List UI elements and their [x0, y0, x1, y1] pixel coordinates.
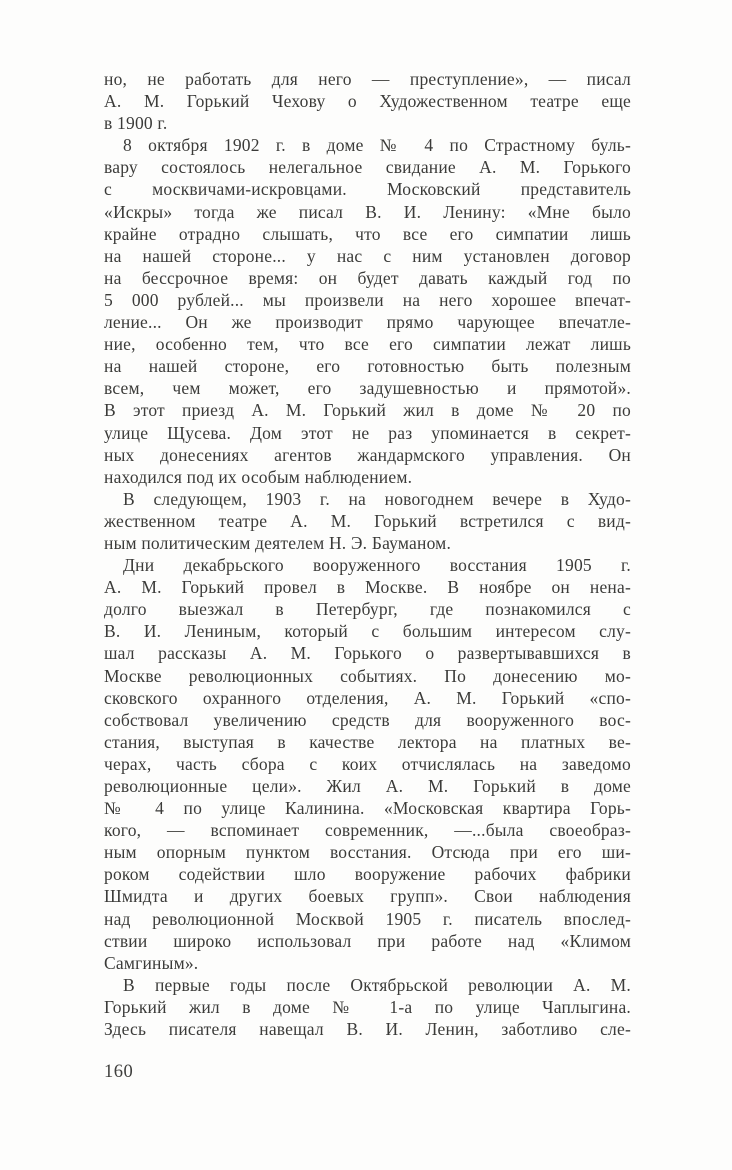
text-line: А. М. Горький провел в Москве. В ноябре он нена- [104, 577, 631, 598]
text-line: улице Щусева. Дом этот не раз упоминается в секрет- [104, 422, 631, 443]
text-line: ным политическим деятелем Н. Э. Бауманом. [104, 532, 452, 553]
text-line: Дни декабрьского вооруженного восстания 1905 г. [123, 555, 631, 576]
text-line: Москве революционных событиях. По донесению мо- [104, 665, 631, 686]
text-line: вару состоялось нелегальное свидание А. М. Горького [104, 157, 631, 178]
text-line: Горький жил в доме № 1-а по улице Чаплыгина. [104, 996, 631, 1017]
page-number: 160 [104, 1062, 134, 1082]
text-line: В. И. Лениным, который с большим интересом слу- [104, 621, 631, 642]
text-line: ление... Он же производит прямо чарующее впечатле- [104, 312, 631, 333]
text-line: ствии широко использовал при работе над «Климом [104, 930, 631, 951]
text-line: А. М. Горький Чехову о Художественном театре еще [104, 91, 631, 112]
text-line: на нашей стороне... у нас с ним установлен договор [104, 245, 631, 266]
text-line: всем, чем может, его задушевностью и прямотой». [104, 378, 631, 399]
text-line: долго выезжал в Петербург, где познакомился с [104, 599, 631, 620]
text-line: стания, выступая в качестве лектора на платных ве- [104, 731, 631, 752]
text-line: находился под их особым наблюдением. [104, 466, 413, 487]
text-line: роком содействии шло вооружение рабочих фабрики [104, 864, 631, 885]
text-line: Здесь писателя навещал В. И. Ленин, заботливо сле- [104, 1019, 631, 1040]
text-line: В этот приезд А. М. Горький жил в доме № 20 по [104, 400, 631, 421]
text-line: № 4 по улице Калинина. «Московская квартира Горь- [104, 798, 631, 819]
text-line: жественном театре А. М. Горький встретился с вид- [104, 510, 631, 531]
text-line: В следующем, 1903 г. на новогоднем вечере в Худо- [123, 488, 631, 509]
text-line: «Искры» тогда же писал В. И. Ленину: «Мне было [104, 201, 631, 222]
text-line: но, не работать для него — преступление», — писал [104, 69, 631, 89]
text-line: кого, — вспоминает современник, —...была своеобраз- [104, 820, 631, 841]
text-line: ние, особенно тем, что все его симпатии лежат лишь [104, 334, 631, 355]
text-line: сковского охранного отделения, А. М. Горький «спо- [104, 687, 631, 708]
text-line: шал рассказы А. М. Горького о развертывавшихся в [104, 643, 631, 664]
text-line: крайне отрадно слышать, что все его симпатии лишь [104, 223, 631, 244]
text-line: на бессрочное время: он будет давать каждый год по [104, 267, 631, 288]
text-line: ных донесениях агентов жандармского управления. Он [104, 444, 631, 465]
text-line: революционные цели». Жил А. М. Горький в доме [104, 776, 631, 796]
text-line: черах, часть сбора с коих отчислялась на заведомо [104, 753, 631, 774]
text-line: Шмидта и других боевых групп». Свои наблюдения [104, 886, 631, 907]
text-line: Самгиным». [104, 952, 199, 973]
text-line: на нашей стороне, его готовностью быть полезным [104, 356, 631, 377]
text-line: 8 октября 1902 г. в доме № 4 по Страстному буль- [123, 135, 631, 156]
text-line: В первые годы после Октябрьской революции А. М. [123, 974, 631, 995]
text-line: в 1900 г. [104, 113, 168, 134]
text-line: ным опорным пунктом восстания. Отсюда при его ши- [104, 842, 631, 863]
text-line: над революционной Москвой 1905 г. писатель впослед- [104, 908, 631, 929]
text-line: собствовал увеличению средств для вооруженного вос- [104, 709, 631, 730]
text-line: 5 000 рублей... мы произвели на него хорошее впечат- [104, 289, 631, 310]
text-block [104, 68, 631, 1040]
text-line: с москвичами-искровцами. Московский представитель [104, 179, 631, 200]
